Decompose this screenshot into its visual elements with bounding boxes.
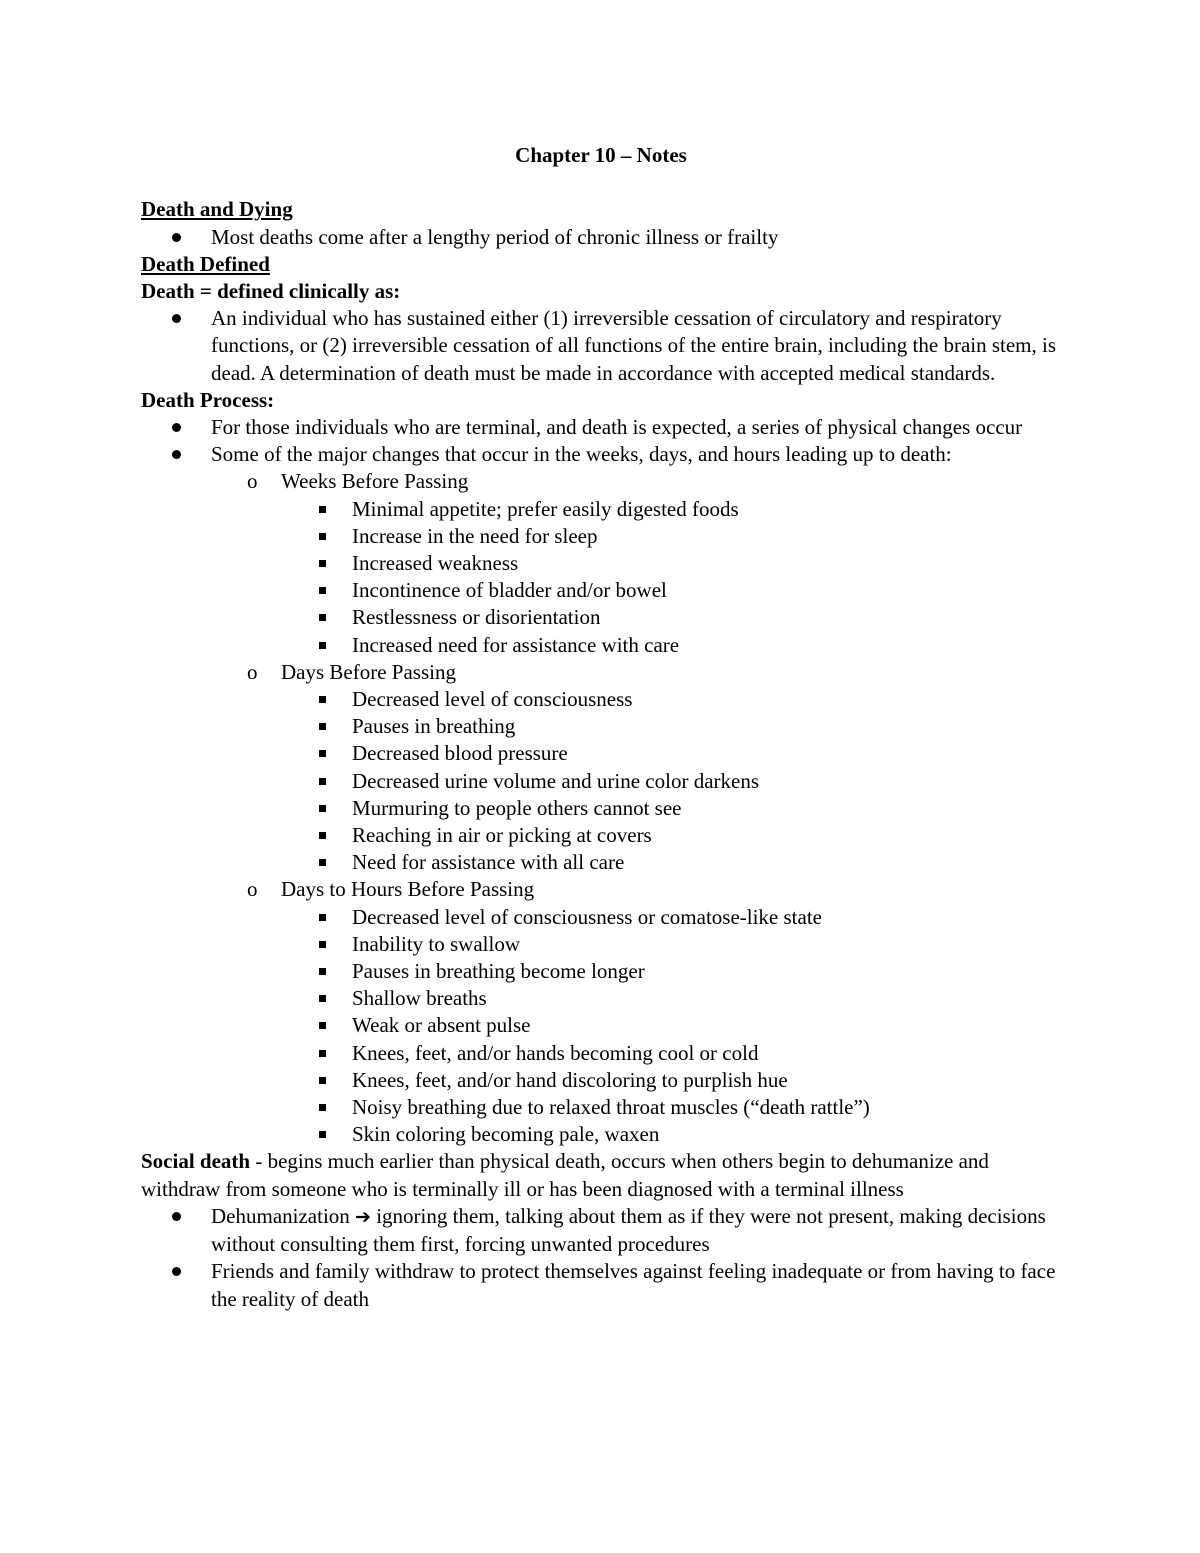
circle-bullet-icon: o [247, 659, 258, 684]
list-item: Minimal appetite; prefer easily digested foods [141, 496, 1061, 523]
list-item: Decreased urine volume and urine color darkens [141, 768, 1061, 795]
stage-weeks-before-passing: o Weeks Before Passing [141, 468, 1061, 495]
death-defined-list [141, 305, 1061, 387]
bullet-dot-icon [172, 1258, 192, 1285]
list-item: Decreased blood pressure [141, 740, 1061, 767]
square-bullet-icon [319, 632, 326, 659]
bullet-dot-icon [172, 414, 192, 441]
square-bullet-icon [319, 1012, 326, 1039]
square-bullet-icon [319, 1094, 326, 1121]
list-item: Restlessness or disorientation [141, 604, 1061, 631]
circle-bullet-icon: o [247, 877, 258, 902]
list-item: Inability to swallow [141, 931, 1061, 958]
list-item: Murmuring to people others cannot see [141, 795, 1061, 822]
stage-days-before-passing: o Days Before Passing [141, 659, 1061, 686]
page-title: Chapter 10 – Notes [515, 143, 687, 167]
list-item: Incontinence of bladder and/or bowel [141, 577, 1061, 604]
list-item: Knees, feet, and/or hand discoloring to purplish hue [141, 1067, 1061, 1094]
subheading-defined-clinically: Death = defined clinically as: [141, 278, 401, 303]
list-item: Pauses in breathing become longer [141, 958, 1061, 985]
square-bullet-icon [319, 713, 326, 740]
list-item: Some of the major changes that occur in the weeks, days, and hours leading up to death: [141, 441, 1061, 468]
social-death-term: Social death [141, 1149, 251, 1174]
list-item: Noisy breathing due to relaxed throat muscles (“death rattle”) [141, 1094, 1061, 1121]
subheading-death-process: Death Process: [141, 387, 275, 412]
list-item: Increased weakness [141, 550, 1061, 577]
section-heading-death-and-dying: Death and Dying [141, 197, 293, 222]
square-bullet-icon [319, 604, 326, 631]
bullet-dot-icon [172, 1203, 192, 1230]
square-bullet-icon [319, 904, 326, 931]
list-item: Friends and family withdraw to protect themselves against feeling inadequate or from having to face the reality of death [141, 1258, 1061, 1312]
arrow-right-icon: ➔ [355, 1205, 371, 1228]
list-item: Increased need for assistance with care [141, 632, 1061, 659]
list-item: Skin coloring becoming pale, waxen [141, 1121, 1061, 1148]
bullet-dot-icon [172, 224, 192, 251]
list-item: For those individuals who are terminal, and death is expected, a series of physical changes occur [141, 414, 1061, 441]
social-death-paragraph [141, 1148, 1061, 1202]
square-bullet-icon [319, 958, 326, 985]
square-bullet-icon [319, 931, 326, 958]
death-and-dying-list [141, 224, 1061, 251]
square-bullet-icon [319, 768, 326, 795]
list-item: Weak or absent pulse [141, 1012, 1061, 1039]
social-death-list [141, 1203, 1061, 1313]
section-heading-death-defined: Death Defined [141, 251, 270, 276]
list-item: Shallow breaths [141, 985, 1061, 1012]
death-process-list [141, 414, 1061, 1148]
square-bullet-icon [319, 523, 326, 550]
stage-days-to-hours-before-passing: o Days to Hours Before Passing [141, 876, 1061, 903]
circle-bullet-icon: o [247, 469, 258, 494]
square-bullet-icon [319, 849, 326, 876]
square-bullet-icon [319, 795, 326, 822]
square-bullet-icon [319, 1121, 326, 1148]
square-bullet-icon [319, 577, 326, 604]
list-item: Knees, feet, and/or hands becoming cool or cold [141, 1040, 1061, 1067]
square-bullet-icon [319, 740, 326, 767]
list-item: Need for assistance with all care [141, 849, 1061, 876]
list-item: Decreased level of consciousness [141, 686, 1061, 713]
square-bullet-icon [319, 985, 326, 1012]
square-bullet-icon [319, 496, 326, 523]
social-death-definition: - begins much earlier than physical death, occurs when others begin to dehumanize and withdraw from someone who is terminally ill or has been diagnosed with a terminal illness [141, 1149, 989, 1201]
list-item: Decreased level of consciousness or comatose-like state [141, 904, 1061, 931]
list-item: Increase in the need for sleep [141, 523, 1061, 550]
square-bullet-icon [319, 822, 326, 849]
square-bullet-icon [319, 1067, 326, 1094]
list-item: Pauses in breathing [141, 713, 1061, 740]
bullet-dot-icon [172, 441, 192, 468]
document-page [141, 142, 1061, 1313]
list-item: Most deaths come after a lengthy period of chronic illness or frailty [141, 224, 1061, 251]
square-bullet-icon [319, 1040, 326, 1067]
square-bullet-icon [319, 550, 326, 577]
list-item: An individual who has sustained either (1) irreversible cessation of circulatory and respiratory functions, or (2) irreversible cessation of all functions of the entire brain, including the brain stem, is dead. A determination of death must be made in accordance with accepted medical standards. [141, 305, 1061, 387]
bullet-dot-icon [172, 305, 192, 332]
square-bullet-icon [319, 686, 326, 713]
list-item: Dehumanization ➔ ignoring them, talking about them as if they were not present, making decisions without consulting them first, forcing unwanted procedures [141, 1203, 1061, 1258]
list-item: Reaching in air or picking at covers [141, 822, 1061, 849]
